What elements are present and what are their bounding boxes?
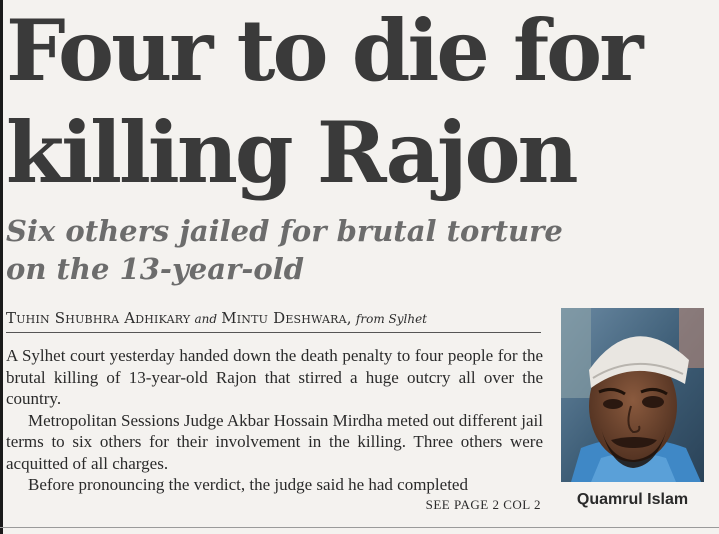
byline-location: from Sylhet <box>355 312 428 326</box>
subheadline-line-2: on the 13-year-old <box>6 252 304 286</box>
byline-conjunction: and <box>194 312 218 326</box>
article-paragraph-1: A Sylhet court yesterday handed down the death penalty to four people for the brutal killing of 13-year-old Rajon that stirred a huge outcry all over the country. <box>6 346 543 408</box>
article-body <box>6 345 543 496</box>
portrait-photo <box>561 308 704 482</box>
photo-caption: Quamrul Islam <box>576 491 689 508</box>
byline-author-1: Tuhin Shubhra Adhikary <box>6 309 191 327</box>
article-paragraph-3: Before pronouncing the verdict, the judge said he had completed <box>28 475 468 494</box>
headline <box>6 0 706 204</box>
byline-author-2: Mintu Deshwara, <box>221 309 352 327</box>
subheadline-line-1: Six others jailed for brutal torture <box>6 214 563 248</box>
portrait-illustration <box>561 308 704 482</box>
byline <box>6 309 541 333</box>
headline-line-1: Four to die for <box>6 1 641 100</box>
bottom-divider <box>0 527 719 528</box>
left-column-rule <box>0 0 3 534</box>
headline-line-2: killing Rajon <box>6 103 576 202</box>
article-paragraph-2: Metropolitan Sessions Judge Akbar Hossain Mirdha meted out different jail terms to six others for their involvement in the killing. Three others were acquitted of all charges. <box>6 410 543 473</box>
continuation-link[interactable]: SEE PAGE 2 COL 2 <box>425 497 541 512</box>
subheadline <box>6 212 606 288</box>
